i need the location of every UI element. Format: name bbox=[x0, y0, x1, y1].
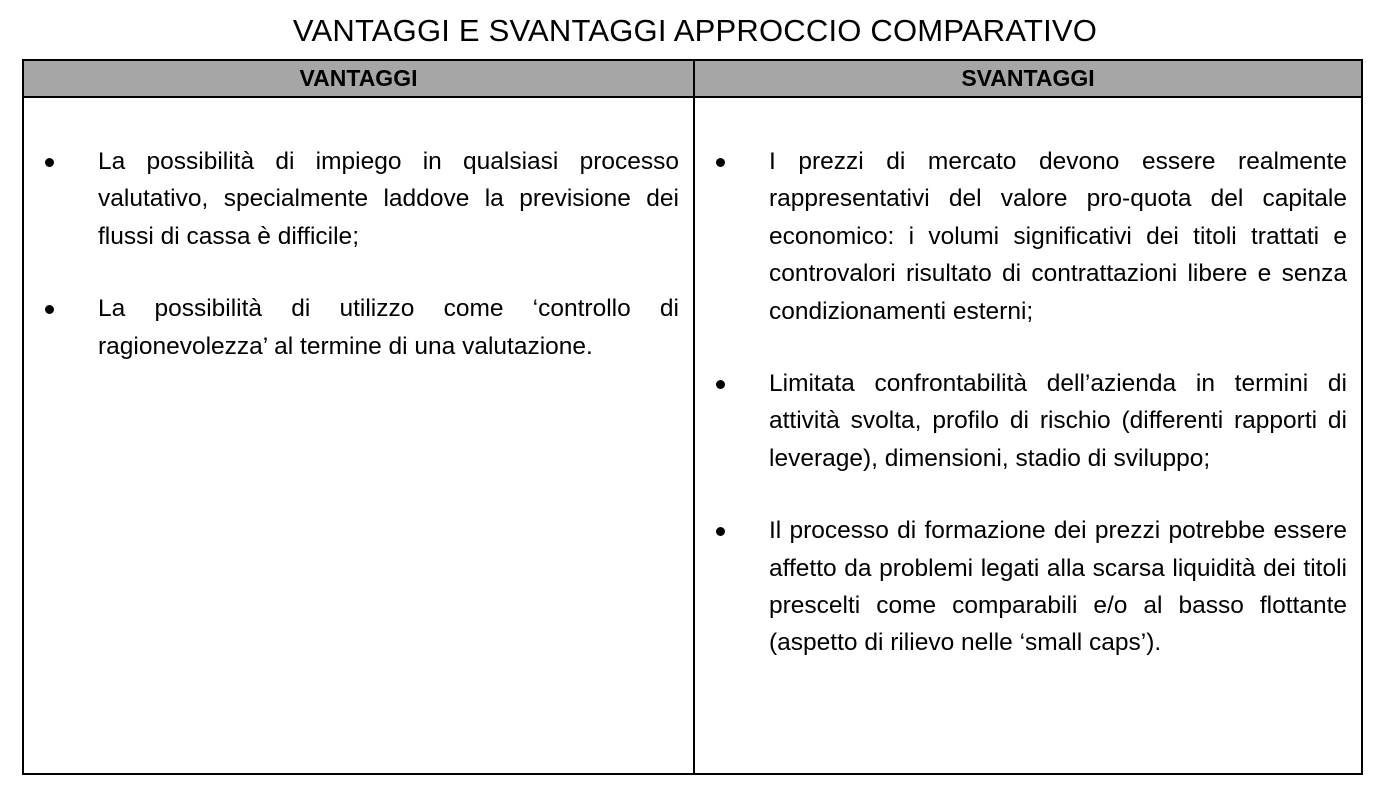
list-item bbox=[98, 290, 679, 365]
list-item-text: Il processo di formazione dei prezzi potrebbe essere affetto da problemi legati alla scarsa liquidità dei titoli prescelti come comparabili e/o al basso flottante (aspetto di rilievo nelle ‘small caps’). bbox=[769, 517, 1347, 657]
svantaggi-list bbox=[769, 143, 1347, 662]
bullet-icon bbox=[716, 527, 725, 536]
list-item-text: I prezzi di mercato devono essere realmente rappresentativi del valore pro-quota del capitale economico: i volumi significativi dei titoli trattati e controvalori risultato di contrattazioni libere e senza condizionamenti esterni; bbox=[769, 148, 1347, 325]
svantaggi-column bbox=[695, 98, 1361, 773]
list-item-text: Limitata confrontabilità dell’azienda in termini di attività svolta, profilo di rischio (differenti rapporti di leverage), dimensioni, stadio di sviluppo; bbox=[769, 370, 1347, 472]
bullet-icon bbox=[716, 158, 725, 167]
header-svantaggi: SVANTAGGI bbox=[961, 65, 1095, 91]
bullet-icon bbox=[716, 380, 725, 389]
vantaggi-list bbox=[98, 143, 679, 365]
header-vantaggi: VANTAGGI bbox=[299, 65, 418, 91]
list-item bbox=[769, 512, 1347, 662]
comparison-table bbox=[22, 59, 1363, 775]
list-item bbox=[769, 143, 1347, 330]
list-item-text: La possibilità di impiego in qualsiasi processo valutativo, specialmente laddove la previsione dei flussi di cassa è difficile; bbox=[98, 148, 679, 250]
list-item-text: La possibilità di utilizzo come ‘controllo di ragionevolezza’ al termine di una valutazione. bbox=[98, 295, 679, 360]
page-title: VANTAGGI E SVANTAGGI APPROCCIO COMPARATIVO bbox=[292, 13, 1098, 48]
bullet-icon bbox=[45, 158, 54, 167]
list-item bbox=[769, 365, 1347, 477]
vantaggi-column bbox=[24, 98, 693, 773]
bullet-icon bbox=[45, 305, 54, 314]
list-item bbox=[98, 143, 679, 255]
